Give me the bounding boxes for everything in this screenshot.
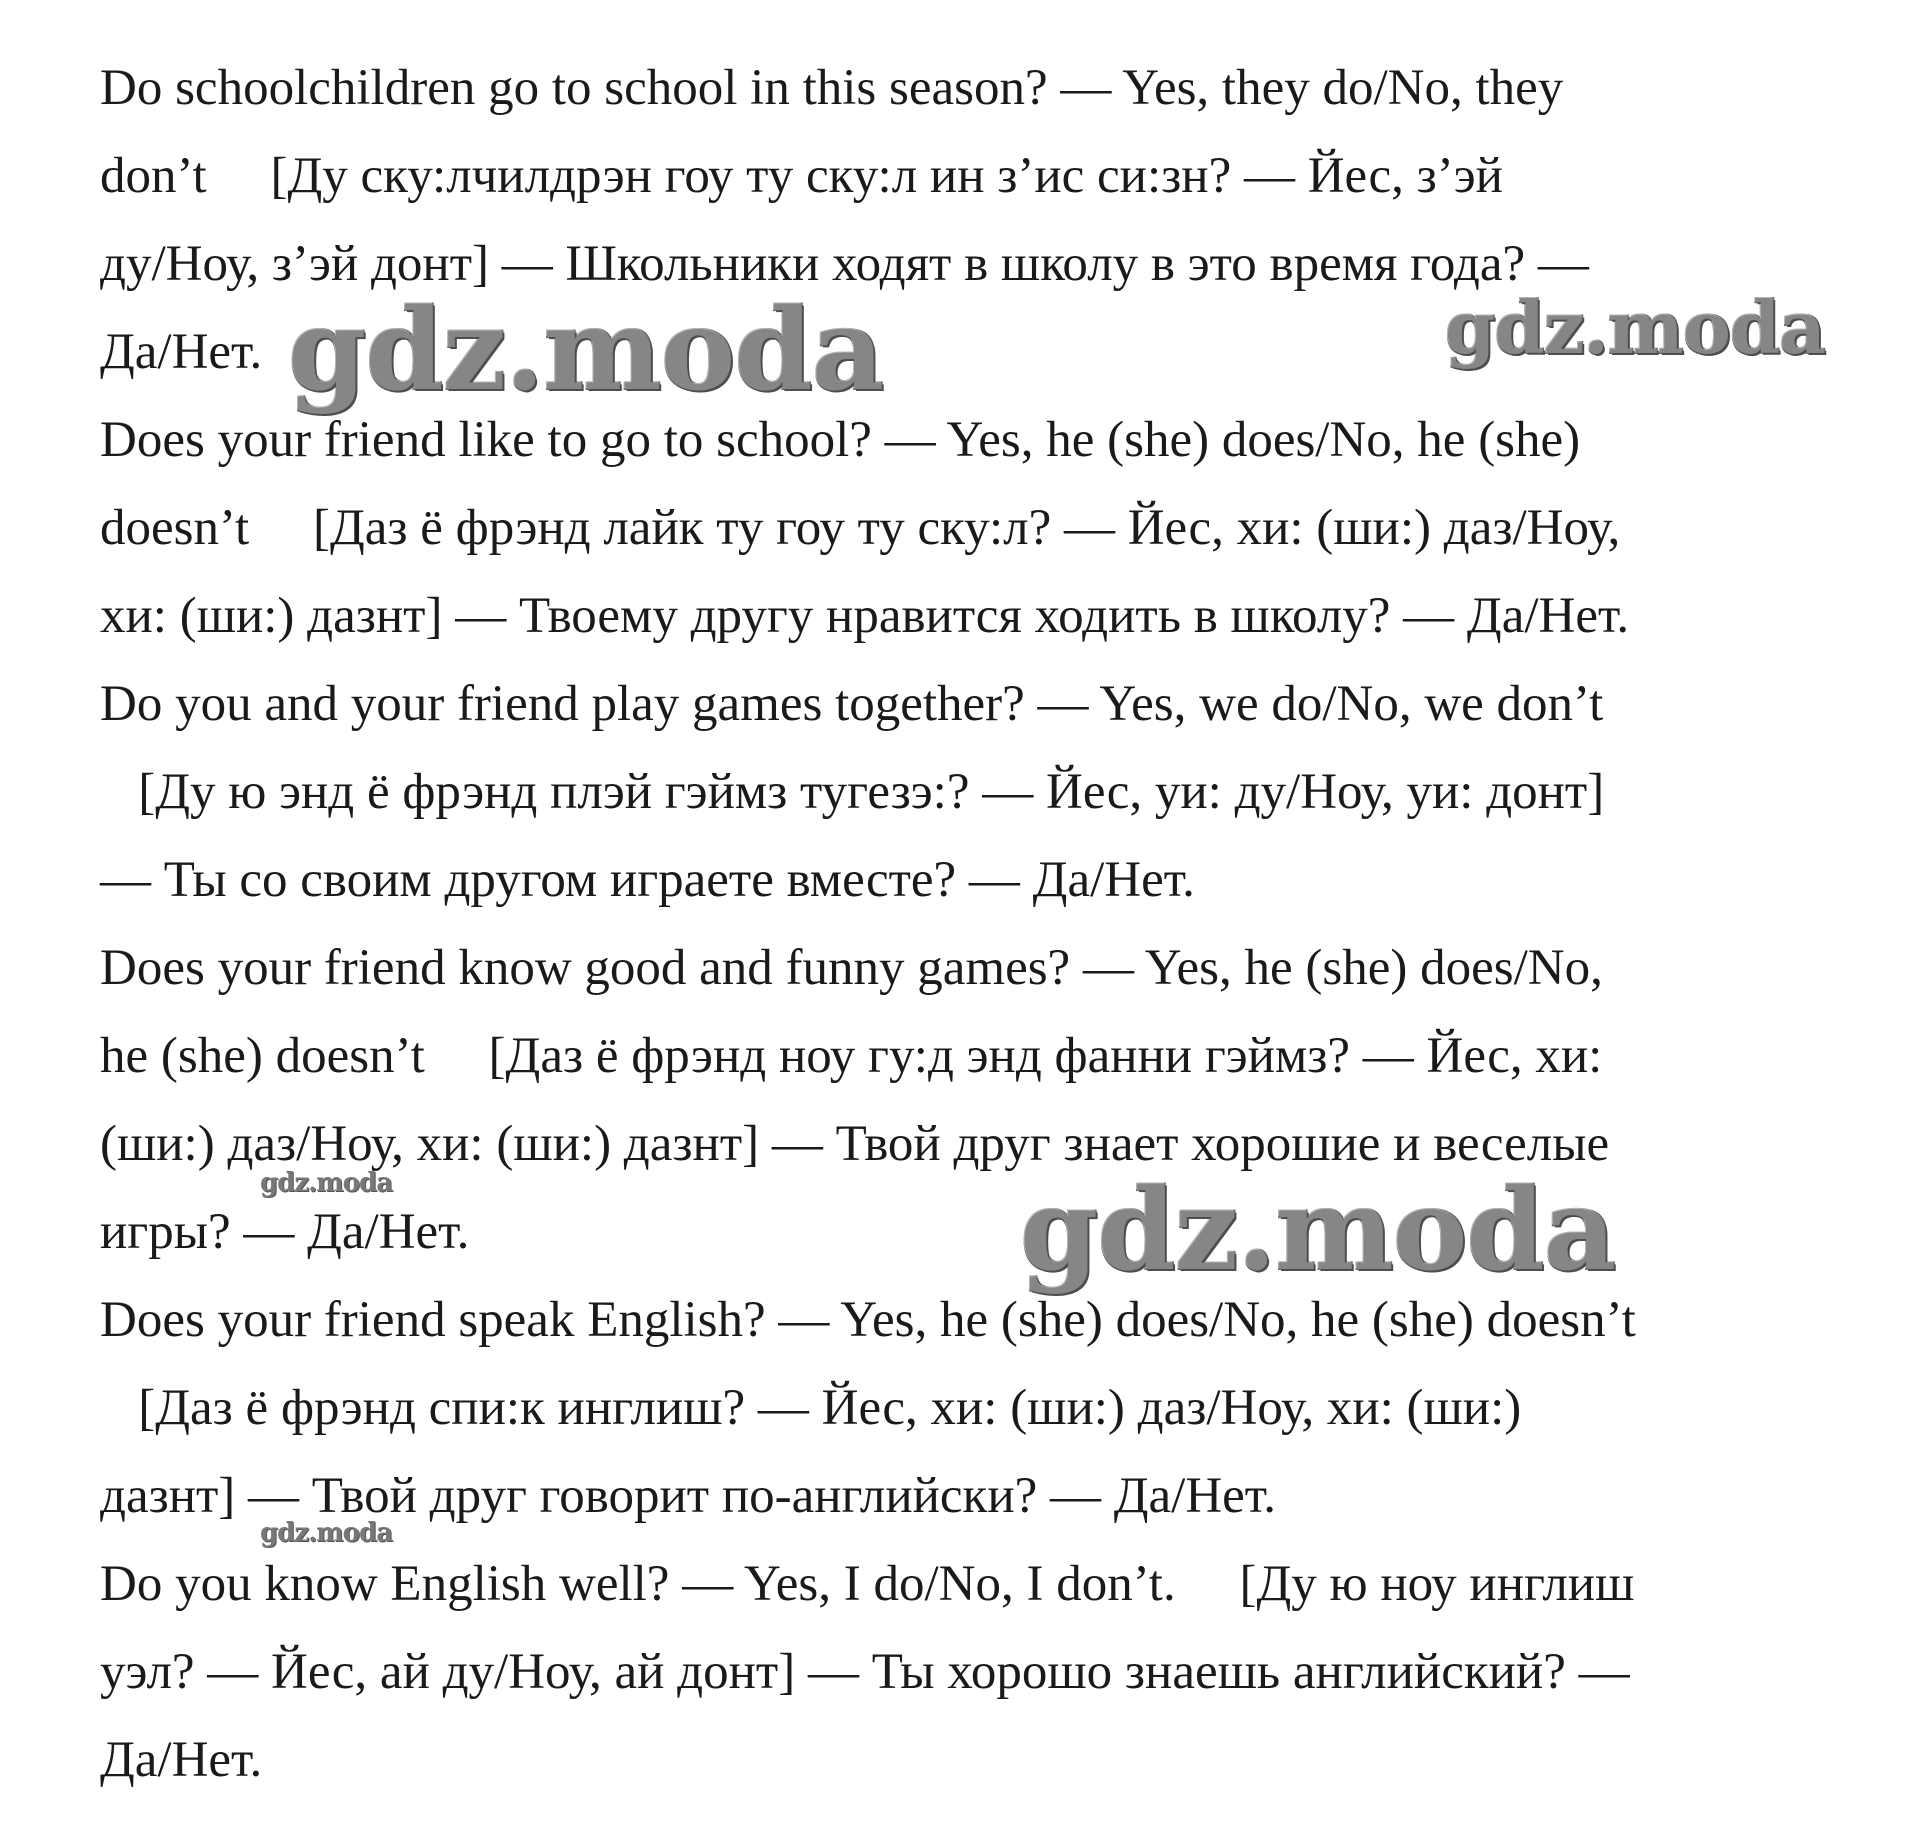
text-line: Do you know English well? — Yes, I do/No, I don’t. [Ду ю ноу инглиш	[100, 1556, 1635, 1612]
text-line: Does your friend know good and funny games? — Yes, he (she) does/No,	[100, 940, 1603, 996]
watermark-small-2: gdz.moda	[260, 1518, 393, 1548]
text-line: (ши:) даз/Ноу, хи: (ши:) дазнт] — Твой друг знает хорошие и веселые	[100, 1116, 1610, 1172]
text-line: Да/Нет.	[100, 324, 263, 380]
watermark-center: gdz.moda	[1020, 1165, 1616, 1296]
watermark-small-1: gdz.moda	[260, 1168, 393, 1198]
text-line: — Ты со своим другом играете вместе? — Да/Нет.	[100, 852, 1195, 908]
text-line: ду/Ноу, з’эй донт] — Школьники ходят в школу в это время года? —	[100, 236, 1589, 292]
text-line: игры? — Да/Нет.	[100, 1204, 470, 1260]
watermark-main-left: gdz.moda	[288, 285, 884, 416]
text-line: Does your friend speak English? — Yes, he (she) does/No, he (she) doesn’t	[100, 1292, 1636, 1348]
text-line: уэл? — Йес, ай ду/Ноу, ай донт] — Ты хорошо знаешь английский? —	[100, 1644, 1630, 1700]
text-line: дазнт] — Твой друг говорит по-английски? — Да/Нет.	[100, 1468, 1277, 1524]
watermark-top-right: gdz.moda	[1445, 285, 1825, 370]
text-line: don’t [Ду ску:лчилдрэн гоу ту ску:л ин з’ис си:зн? — Йес, з’эй	[100, 148, 1503, 204]
text-line: хи: (ши:) дазнт] — Твоему другу нравится ходить в школу? — Да/Нет.	[100, 588, 1630, 644]
text-line: [Ду ю энд ё фрэнд плэй гэймз тугезэ:? — Йес, уи: ду/Ноу, уи: донт]	[100, 764, 1605, 820]
text-line: Does your friend like to go to school? — Yes, he (she) does/No, he (she)	[100, 412, 1581, 468]
text-line: Да/Нет.	[100, 1732, 263, 1788]
text-line: [Даз ё фрэнд спи:к инглиш? — Йес, хи: (ши:) даз/Ноу, хи: (ши:)	[100, 1380, 1522, 1436]
text-line: Do you and your friend play games together? — Yes, we do/No, we don’t	[100, 676, 1604, 732]
text-line: Do schoolchildren go to school in this season? — Yes, they do/No, they	[100, 60, 1564, 116]
text-line: doesn’t [Даз ё фрэнд лайк ту гоу ту ску:л? — Йес, хи: (ши:) даз/Ноу,	[100, 500, 1621, 556]
answer-text-block	[100, 44, 1900, 1804]
text-line: he (she) doesn’t [Даз ё фрэнд ноу гу:д энд фанни гэймз? — Йес, хи:	[100, 1028, 1603, 1084]
